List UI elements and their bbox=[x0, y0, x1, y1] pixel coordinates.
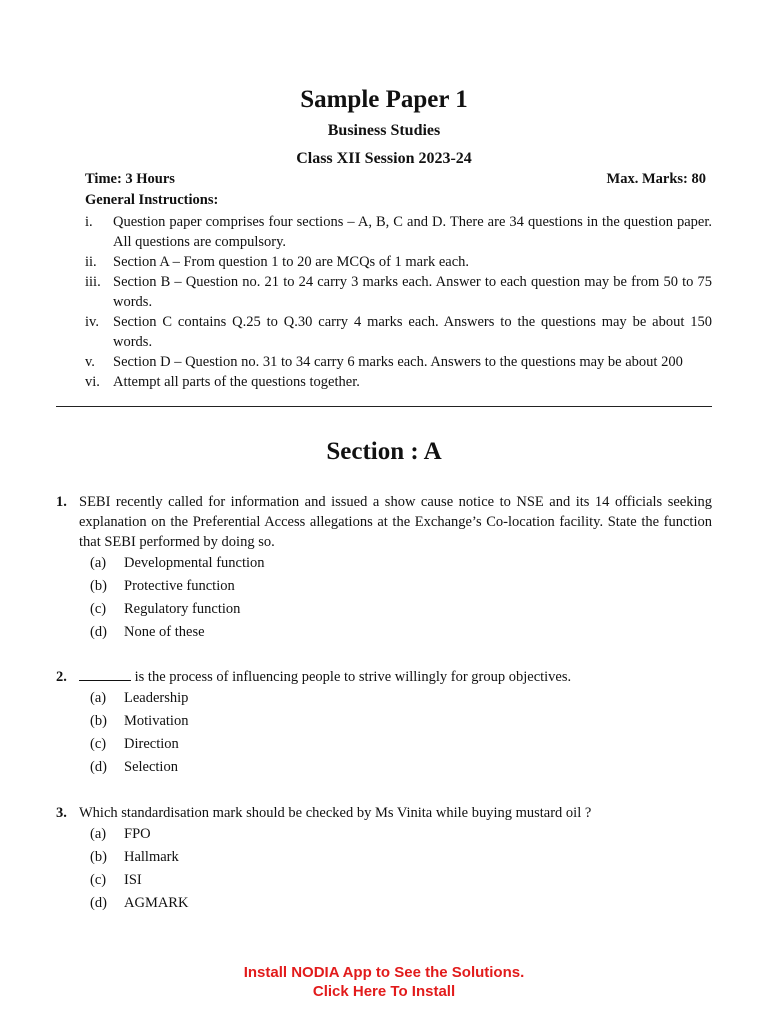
question-text: is the process of influencing people to strive willingly for group objectives. bbox=[131, 669, 572, 685]
option-text: Hallmark bbox=[124, 849, 179, 865]
option-b bbox=[90, 710, 712, 733]
instruction-text: Section D – Question no. 31 to 34 carry 6 marks each. Answers to the questions may be about 200 bbox=[113, 354, 683, 370]
option-text: Motivation bbox=[124, 713, 189, 729]
question-text: Which standardisation mark should be checked by Ms Vinita while buying mustard oil ? bbox=[79, 805, 592, 821]
section-heading: Section : A bbox=[326, 438, 442, 465]
question-1 bbox=[56, 492, 712, 644]
paper-subject: Business Studies bbox=[327, 122, 441, 139]
instruction-item bbox=[85, 272, 712, 312]
instruction-number: i. bbox=[85, 214, 93, 230]
option-label: (a) bbox=[90, 555, 107, 571]
instruction-number: vi. bbox=[85, 374, 100, 390]
option-c bbox=[90, 598, 712, 621]
option-label: (d) bbox=[90, 624, 107, 640]
paper-session: Class XII Session 2023-24 bbox=[296, 150, 472, 167]
question-text-wrapper bbox=[79, 667, 712, 687]
option-label: (d) bbox=[90, 895, 107, 911]
option-label: (b) bbox=[90, 713, 107, 729]
option-text: AGMARK bbox=[124, 895, 189, 911]
option-text: Direction bbox=[124, 736, 179, 752]
instruction-number: iii. bbox=[85, 274, 101, 290]
option-a bbox=[90, 552, 712, 575]
instruction-number: ii. bbox=[85, 254, 97, 270]
option-label: (a) bbox=[90, 826, 107, 842]
option-label: (c) bbox=[90, 872, 107, 888]
instruction-item bbox=[85, 352, 712, 372]
question-2 bbox=[56, 667, 712, 779]
instructions-list bbox=[85, 212, 712, 392]
option-label: (c) bbox=[90, 736, 107, 752]
options-list bbox=[90, 687, 712, 779]
horizontal-divider bbox=[56, 406, 712, 407]
instruction-item bbox=[85, 372, 712, 392]
option-text: Leadership bbox=[124, 690, 189, 706]
instruction-text: Section A – From question 1 to 20 are MCQs of 1 mark each. bbox=[113, 254, 470, 270]
instruction-item bbox=[85, 252, 712, 272]
option-a bbox=[90, 823, 712, 846]
question-number: 1. bbox=[56, 494, 67, 510]
option-d bbox=[90, 756, 712, 779]
instruction-item bbox=[85, 212, 712, 252]
option-b bbox=[90, 846, 712, 869]
time-label: Time: 3 Hours bbox=[85, 171, 175, 187]
question-number: 3. bbox=[56, 805, 67, 821]
option-text: Selection bbox=[124, 759, 178, 775]
question-3 bbox=[56, 803, 712, 915]
option-a bbox=[90, 687, 712, 710]
option-d bbox=[90, 892, 712, 915]
option-text: Protective function bbox=[124, 578, 235, 594]
option-label: (d) bbox=[90, 759, 107, 775]
install-app-banner[interactable] bbox=[0, 963, 768, 1001]
click-here-to-install-link[interactable]: Click Here To Install bbox=[312, 983, 456, 1000]
option-label: (b) bbox=[90, 849, 107, 865]
max-marks-label: Max. Marks: 80 bbox=[606, 171, 706, 187]
instruction-text: Section C contains Q.25 to Q.30 carry 4 marks each. Answers to the questions may be about 150 words. bbox=[113, 314, 712, 350]
general-instructions-heading: General Instructions: bbox=[85, 192, 219, 208]
option-label: (b) bbox=[90, 578, 107, 594]
instruction-text: Question paper comprises four sections – A, B, C and D. There are 34 questions in the question paper. All questions are compulsory. bbox=[113, 214, 712, 250]
instruction-text: Section B – Question no. 21 to 24 carry 3 marks each. Answer to each question may be from 50 to 75 words. bbox=[113, 274, 712, 310]
options-list bbox=[90, 552, 712, 644]
question-text: SEBI recently called for information and issued a show cause notice to NSE and its 14 officials seeking explanation on the Preferential Access allegations at the Exchange’s Co-location facility. State the function that SEBI performed by doing so. bbox=[79, 494, 712, 550]
option-label: (c) bbox=[90, 601, 107, 617]
question-number: 2. bbox=[56, 669, 67, 685]
option-c bbox=[90, 733, 712, 756]
option-c bbox=[90, 869, 712, 892]
option-d bbox=[90, 621, 712, 644]
instruction-number: v. bbox=[85, 354, 95, 370]
option-text: Regulatory function bbox=[124, 601, 241, 617]
option-text: None of these bbox=[124, 624, 205, 640]
option-text: Developmental function bbox=[124, 555, 265, 571]
fill-in-blank bbox=[79, 668, 131, 681]
instruction-number: iv. bbox=[85, 314, 99, 330]
instruction-item bbox=[85, 312, 712, 352]
install-app-link[interactable]: Install NODIA App to See the Solutions. bbox=[243, 964, 525, 981]
option-label: (a) bbox=[90, 690, 107, 706]
option-b bbox=[90, 575, 712, 598]
instruction-text: Attempt all parts of the questions together. bbox=[113, 374, 360, 390]
option-text: ISI bbox=[124, 872, 142, 888]
paper-title: Sample Paper 1 bbox=[300, 86, 468, 113]
options-list bbox=[90, 823, 712, 915]
option-text: FPO bbox=[124, 826, 151, 842]
